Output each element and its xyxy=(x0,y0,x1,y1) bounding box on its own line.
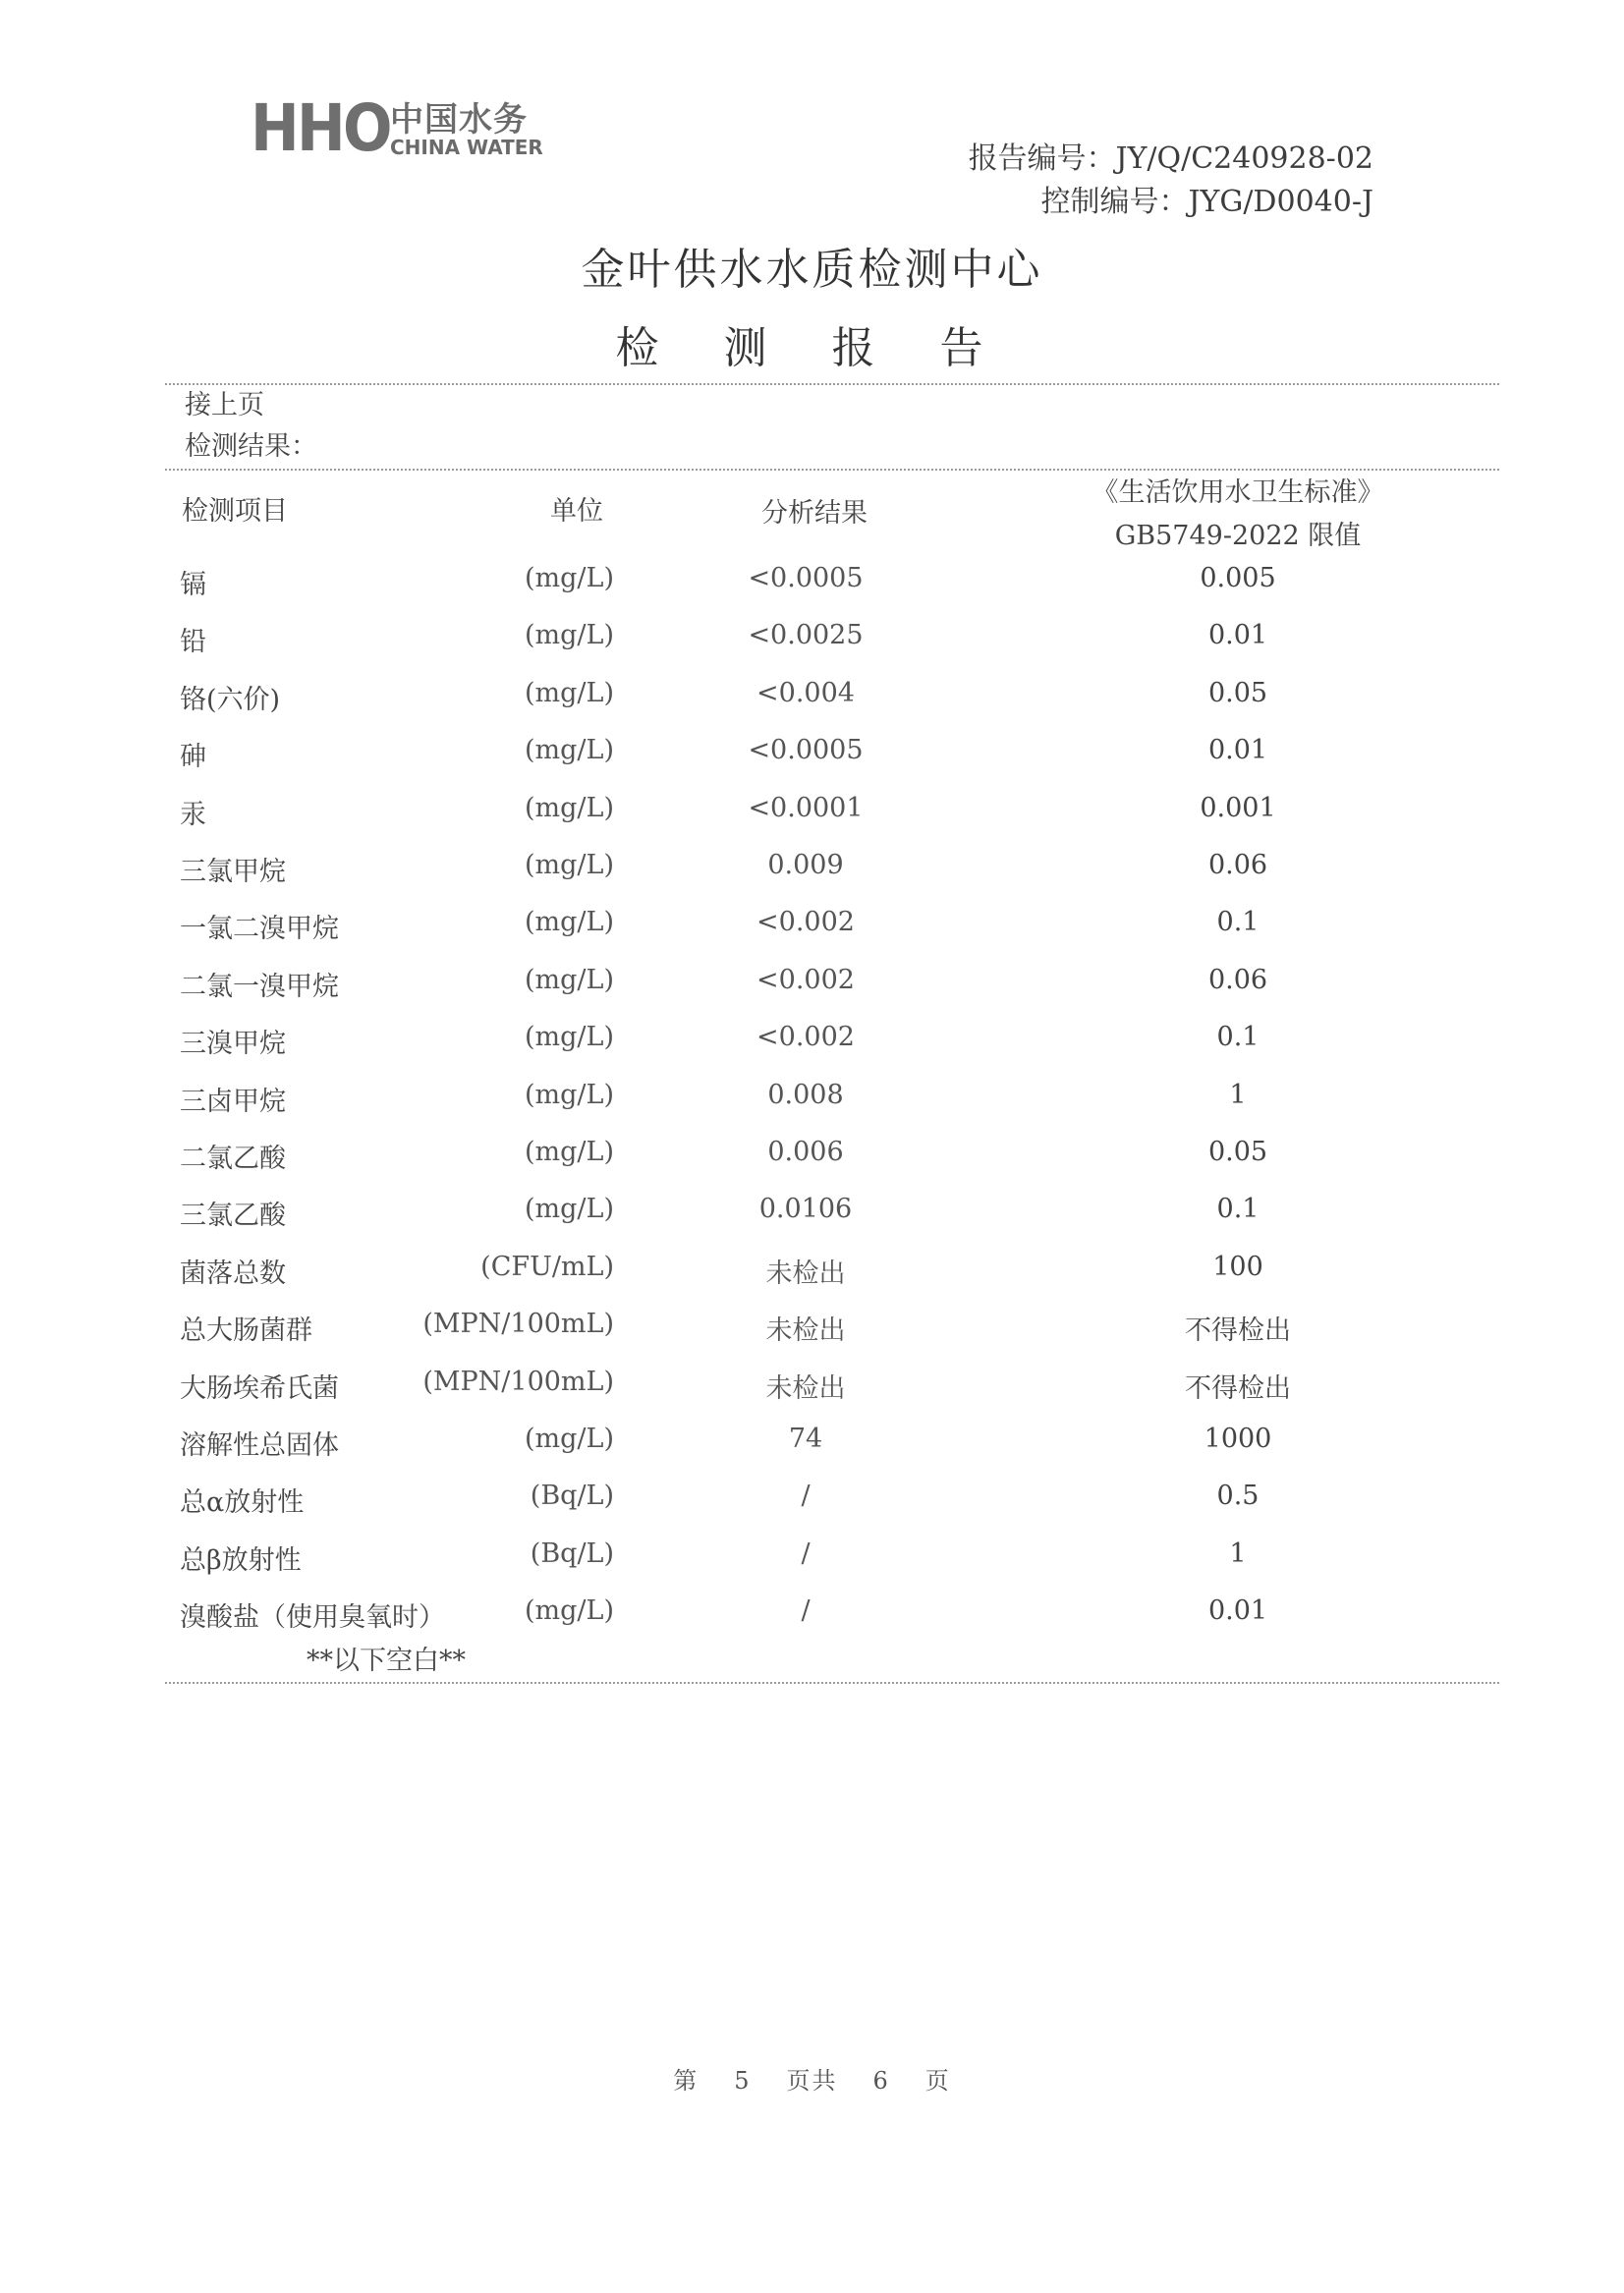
cell-result: 0.008 xyxy=(767,1080,844,1110)
cell-limit: 0.05 xyxy=(1207,1137,1268,1167)
cell-limit: 0.005 xyxy=(1200,563,1276,593)
divider-header xyxy=(165,469,1499,471)
cell-item: 一氯二溴甲烷 xyxy=(180,914,339,944)
column-header-result: 分析结果 xyxy=(761,498,868,529)
cell-unit: (mg/L) xyxy=(525,907,614,937)
cell-result: 未检出 xyxy=(765,1373,846,1404)
table-row xyxy=(0,620,1624,659)
column-header-item: 检测项目 xyxy=(182,496,288,527)
cell-item: 大肠埃希氏菌 xyxy=(180,1373,339,1404)
table-row xyxy=(0,1022,1624,1061)
table-row xyxy=(0,1137,1624,1176)
cell-result: 未检出 xyxy=(765,1315,846,1346)
cell-unit: (CFU/mL) xyxy=(480,1252,614,1282)
cell-item: 总α放射性 xyxy=(180,1487,305,1518)
divider-bottom xyxy=(165,1682,1499,1684)
cell-item: 汞 xyxy=(180,800,206,830)
cell-limit: 0.05 xyxy=(1207,678,1268,708)
cell-item: 铅 xyxy=(180,627,206,657)
cell-item: 二氯乙酸 xyxy=(180,1144,286,1174)
cell-item: 三溴甲烷 xyxy=(180,1029,286,1059)
cell-item: 总大肠菌群 xyxy=(180,1315,312,1346)
cell-unit: (MPN/100mL) xyxy=(422,1367,614,1397)
column-header-standard xyxy=(1032,472,1444,558)
cell-unit: (mg/L) xyxy=(525,1022,614,1052)
cell-limit: 1 xyxy=(1229,1538,1247,1569)
cell-item: 三氯乙酸 xyxy=(180,1201,286,1231)
standard-code: GB5749-2022 限值 xyxy=(1114,521,1362,551)
cell-unit: (mg/L) xyxy=(525,965,614,995)
standard-name: 《生活饮用水卫生标准》 xyxy=(1092,477,1384,508)
report-title: 检 测 报 告 xyxy=(615,323,1009,373)
footer-suffix: 页 xyxy=(924,2067,951,2095)
logo-mark: HHO xyxy=(251,90,390,166)
cell-result: <0.002 xyxy=(756,965,855,995)
cell-item: 三卤甲烷 xyxy=(180,1087,286,1117)
cell-result: 0.006 xyxy=(767,1137,844,1167)
cell-unit: (mg/L) xyxy=(525,620,614,650)
cell-unit: (mg/L) xyxy=(525,678,614,708)
cell-result: <0.0025 xyxy=(748,620,864,650)
cell-result: <0.0005 xyxy=(748,563,864,593)
cell-result: <0.002 xyxy=(756,907,855,937)
logo-en-text: CHINA WATER xyxy=(390,136,543,159)
cell-result: 74 xyxy=(788,1424,823,1454)
cell-item: 三氯甲烷 xyxy=(180,857,286,887)
cell-limit: 0.01 xyxy=(1207,620,1268,650)
results-label: 检测结果： xyxy=(185,431,317,462)
table-row xyxy=(0,1595,1624,1635)
cell-unit: (mg/L) xyxy=(525,1424,614,1454)
report-number: 报告编号：JY/Q/C240928-02 xyxy=(968,141,1373,176)
cell-item: 溶解性总固体 xyxy=(180,1430,339,1461)
table-row xyxy=(0,965,1624,1004)
table-row xyxy=(0,1424,1624,1463)
cell-unit: (mg/L) xyxy=(525,563,614,593)
cell-unit: (mg/L) xyxy=(525,850,614,880)
cell-limit: 0.01 xyxy=(1207,735,1268,765)
footer-middle: 页共 xyxy=(786,2067,838,2095)
cell-limit: 100 xyxy=(1212,1252,1263,1282)
cell-item: 镉 xyxy=(180,570,206,600)
cell-unit: (Bq/L) xyxy=(530,1481,614,1511)
cell-result: 0.009 xyxy=(767,850,844,880)
cell-unit: (mg/L) xyxy=(525,735,614,765)
cell-limit: 不得检出 xyxy=(1185,1315,1291,1346)
cell-limit: 0.5 xyxy=(1216,1481,1260,1511)
control-number: 控制编号：JYG/D0040-J xyxy=(1040,185,1373,219)
cell-item: 菌落总数 xyxy=(180,1258,286,1289)
footer-page: 5 xyxy=(734,2067,752,2095)
cell-limit: 0.1 xyxy=(1216,1022,1260,1052)
table-row xyxy=(0,1538,1624,1578)
cell-item: 砷 xyxy=(180,742,206,772)
continued-label: 接上页 xyxy=(185,390,264,420)
cell-limit: 0.1 xyxy=(1216,907,1260,937)
cell-unit: (MPN/100mL) xyxy=(422,1309,614,1339)
cell-item: 二氯一溴甲烷 xyxy=(180,972,339,1002)
table-row xyxy=(0,1367,1624,1406)
cell-limit: 0.01 xyxy=(1207,1595,1268,1626)
footer-prefix: 第 xyxy=(673,2067,700,2095)
cell-item: 总β放射性 xyxy=(180,1545,302,1576)
table-row xyxy=(0,793,1624,832)
table-row xyxy=(0,850,1624,889)
end-note: **以下空白** xyxy=(307,1646,466,1676)
cell-result: 未检出 xyxy=(765,1258,846,1289)
cell-result: <0.0001 xyxy=(748,793,864,823)
table-row xyxy=(0,563,1624,602)
cell-result: 0.0106 xyxy=(758,1194,853,1224)
page-footer xyxy=(0,2061,1624,2096)
cell-result: <0.004 xyxy=(756,678,855,708)
table-row xyxy=(0,1194,1624,1233)
cell-unit: (mg/L) xyxy=(525,1137,614,1167)
cell-limit: 1000 xyxy=(1204,1424,1272,1454)
column-header-unit: 单位 xyxy=(550,496,603,527)
footer-total: 6 xyxy=(872,2067,890,2095)
table-row xyxy=(0,1080,1624,1119)
cell-limit: 0.06 xyxy=(1207,965,1268,995)
cell-result: <0.0005 xyxy=(748,735,864,765)
cell-limit: 不得检出 xyxy=(1185,1373,1291,1404)
table-row xyxy=(0,735,1624,774)
organization-title: 金叶供水水质检测中心 xyxy=(581,245,1043,295)
cell-unit: (mg/L) xyxy=(525,1080,614,1110)
table-row xyxy=(0,1481,1624,1520)
table-row xyxy=(0,1309,1624,1348)
cell-limit: 1 xyxy=(1229,1080,1247,1110)
table-row xyxy=(0,907,1624,946)
cell-item: 铬(六价) xyxy=(180,685,281,715)
cell-unit: (mg/L) xyxy=(525,1595,614,1626)
cell-item: 溴酸盐（使用臭氧时） xyxy=(180,1602,445,1633)
cell-unit: (mg/L) xyxy=(525,793,614,823)
cell-limit: 0.06 xyxy=(1207,850,1268,880)
cell-limit: 0.1 xyxy=(1216,1194,1260,1224)
cell-result: / xyxy=(801,1538,811,1569)
table-row xyxy=(0,1252,1624,1291)
cell-result: / xyxy=(801,1595,811,1626)
cell-result: / xyxy=(801,1481,811,1511)
cell-limit: 0.001 xyxy=(1200,793,1276,823)
table-row xyxy=(0,678,1624,717)
divider-top xyxy=(165,383,1499,385)
cell-unit: (mg/L) xyxy=(525,1194,614,1224)
logo-cn-text: 中国水务 xyxy=(390,100,528,140)
china-water-logo xyxy=(251,90,545,169)
cell-unit: (Bq/L) xyxy=(530,1538,614,1569)
cell-result: <0.002 xyxy=(756,1022,855,1052)
